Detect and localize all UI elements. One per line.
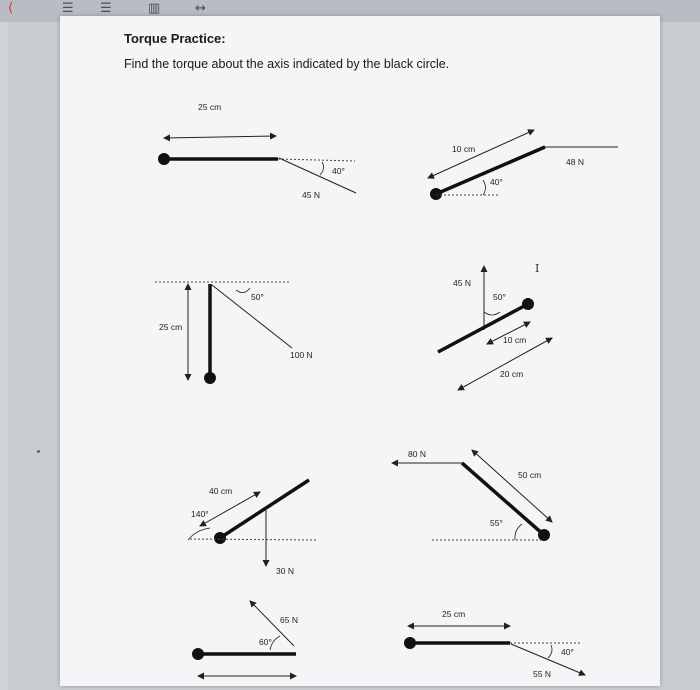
p5-axis-dot bbox=[214, 532, 226, 544]
p4-angle-label: 50° bbox=[493, 292, 506, 302]
problem-8 bbox=[404, 609, 585, 679]
p2-force-label: 48 N bbox=[566, 157, 584, 167]
p3-force-label: 100 N bbox=[290, 350, 313, 360]
p5-force-label: 30 N bbox=[276, 566, 294, 576]
p1-force-label: 45 N bbox=[302, 190, 320, 200]
p2-length-label: 10 cm bbox=[452, 144, 476, 154]
p5-angle-label: 140° bbox=[191, 509, 209, 519]
list-icon[interactable]: ☰ bbox=[62, 1, 74, 16]
p4-force-label: 45 N bbox=[453, 278, 471, 288]
p7-axis-dot bbox=[192, 648, 204, 660]
p2-angle-label: 40° bbox=[490, 177, 503, 187]
problem-1 bbox=[158, 102, 356, 200]
p1-axis-dot bbox=[158, 153, 170, 165]
p6-force-label: 80 N bbox=[408, 449, 426, 459]
problem-3 bbox=[155, 282, 313, 384]
problem-6 bbox=[392, 449, 552, 541]
p1-length-label: 25 cm bbox=[198, 102, 222, 112]
p3-angle-label: 50° bbox=[251, 292, 264, 302]
p8-force-label: 55 N bbox=[533, 669, 551, 679]
p8-length-label: 25 cm bbox=[442, 609, 466, 619]
instruction-text: Find the torque about the axis indicated by the black circle. bbox=[124, 57, 450, 71]
text-box-icon[interactable]: ↔ bbox=[195, 1, 206, 16]
p5-length-label: 40 cm bbox=[209, 486, 233, 496]
p4-length2-label: 20 cm bbox=[500, 369, 524, 379]
problem-4 bbox=[438, 262, 552, 390]
p7-angle-label: 60° bbox=[259, 637, 272, 647]
p4-length1-label: 10 cm bbox=[503, 335, 527, 345]
problem-2 bbox=[428, 130, 618, 200]
outdent-icon[interactable]: ▥ bbox=[148, 1, 161, 16]
problem-5 bbox=[188, 480, 318, 576]
p6-length-label: 50 cm bbox=[518, 470, 542, 480]
p4-axis-dot bbox=[522, 298, 534, 310]
align-left-icon[interactable]: ⟨ bbox=[8, 1, 14, 16]
page-title: Torque Practice: bbox=[124, 31, 226, 46]
p8-angle-label: 40° bbox=[561, 647, 574, 657]
p2-axis-dot bbox=[430, 188, 442, 200]
p8-axis-dot bbox=[404, 637, 416, 649]
problem-7 bbox=[192, 601, 298, 676]
text-cursor-icon: I bbox=[535, 262, 540, 275]
p7-force-label: 65 N bbox=[280, 615, 298, 625]
indent-icon[interactable]: ☰ bbox=[100, 1, 112, 16]
p3-length-label: 25 cm bbox=[159, 322, 183, 332]
p3-axis-dot bbox=[204, 372, 216, 384]
p6-angle-label: 55° bbox=[490, 518, 503, 528]
p1-angle-label: 40° bbox=[332, 166, 345, 176]
p6-axis-dot bbox=[538, 529, 550, 541]
